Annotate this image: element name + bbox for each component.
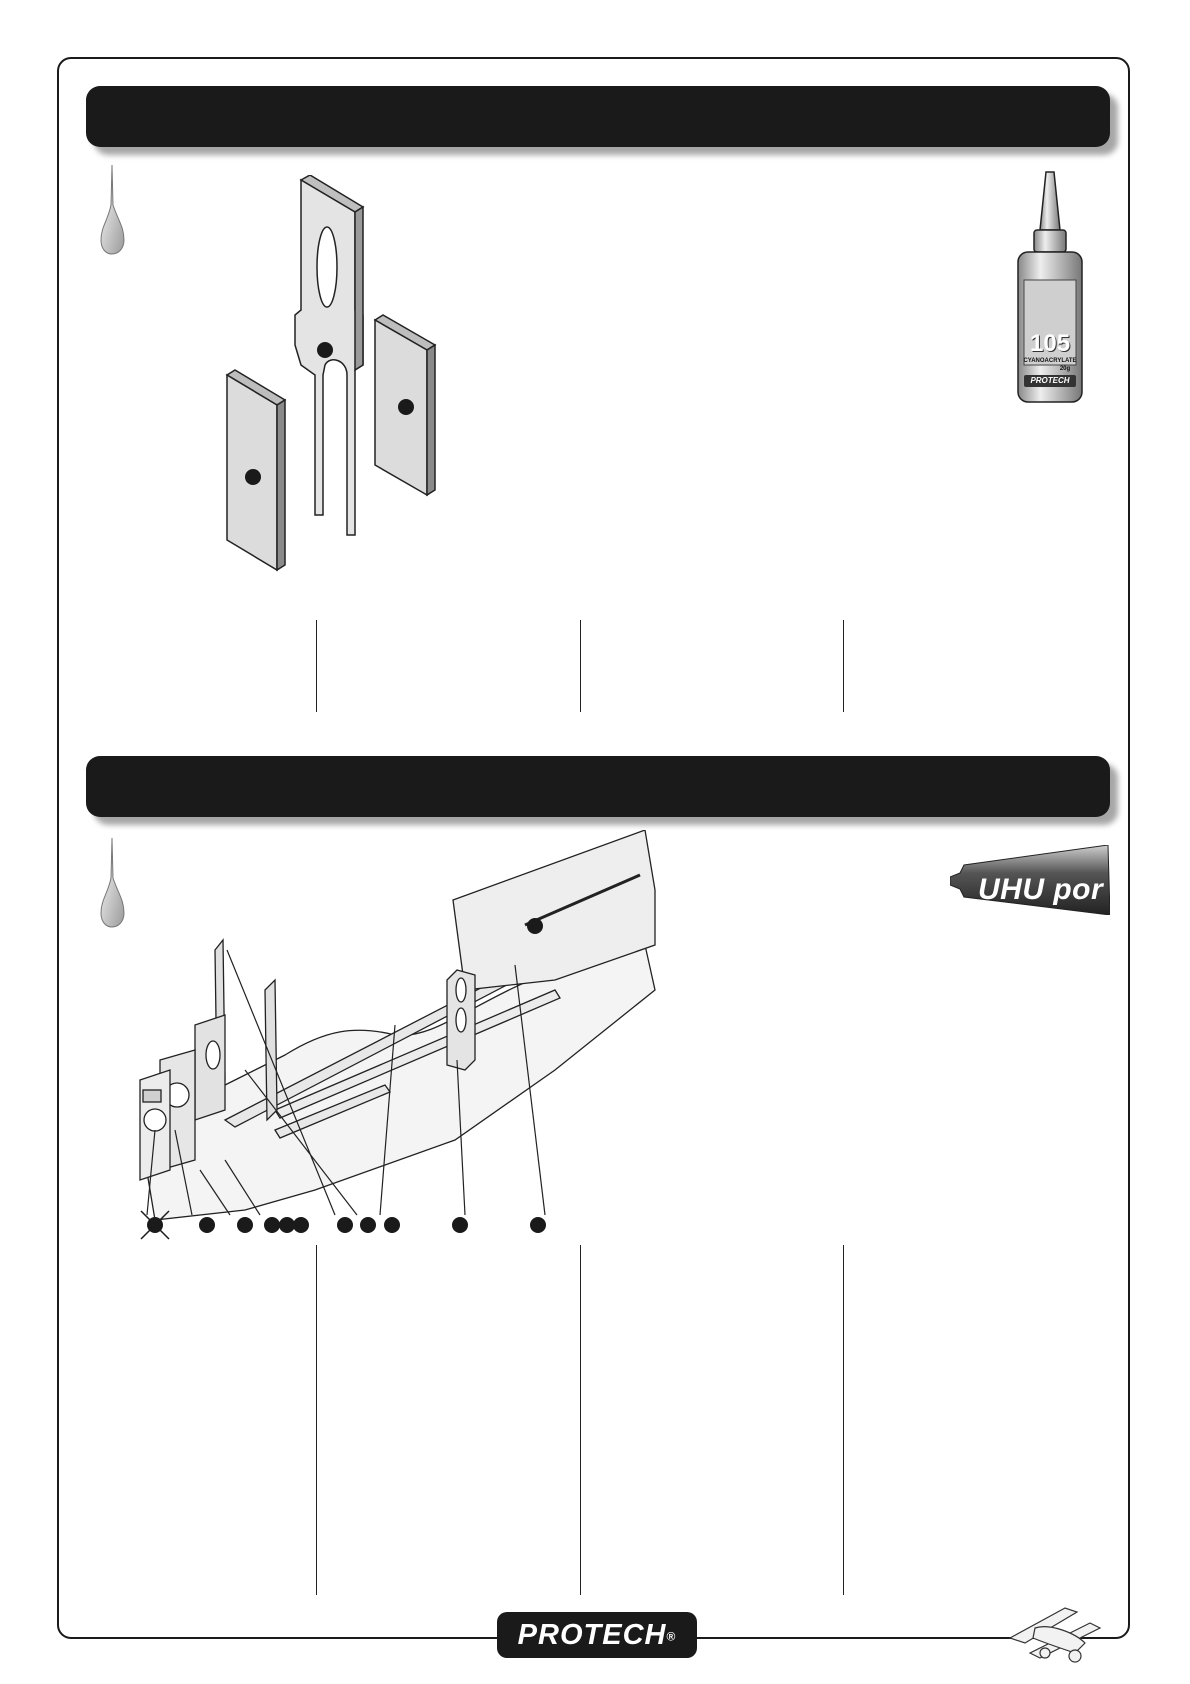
footer-logo-text: PROTECH	[517, 1619, 667, 1651]
part-marker	[337, 1217, 353, 1233]
bottle-size: 20g	[1059, 366, 1071, 372]
column-divider	[580, 620, 581, 712]
fuselage-assembly-illustration	[135, 830, 675, 1250]
bottle-label: CYANOACRYLATE	[1023, 358, 1077, 364]
column-divider	[580, 1245, 581, 1595]
part-marker	[527, 918, 543, 934]
column-divider	[316, 620, 317, 712]
part-marker	[245, 469, 261, 485]
glue-drop-icon	[98, 838, 128, 928]
bottle-brand: PROTECH	[1024, 375, 1076, 387]
part-marker	[237, 1217, 253, 1233]
uhu-tube-label: UHU por	[978, 873, 1104, 906]
part-marker	[317, 342, 333, 358]
column-divider	[843, 620, 844, 712]
column-divider	[843, 1245, 844, 1595]
cyanoacrylate-bottle-icon	[1010, 170, 1090, 410]
footer-logo	[497, 1612, 697, 1658]
biplane-icon	[1005, 1598, 1105, 1668]
part-marker	[264, 1217, 280, 1233]
part-marker	[530, 1217, 546, 1233]
part-marker	[360, 1217, 376, 1233]
part-marker	[279, 1217, 295, 1233]
part-marker	[293, 1217, 309, 1233]
column-divider	[316, 1245, 317, 1595]
part-marker	[199, 1217, 215, 1233]
balsa-parts-illustration	[215, 175, 445, 575]
registered-mark: ®	[666, 1629, 677, 1644]
section-header-bar	[86, 756, 1110, 817]
part-marker	[384, 1217, 400, 1233]
section-header-bar	[86, 86, 1110, 147]
glue-drop-icon	[98, 165, 128, 255]
part-marker	[398, 399, 414, 415]
part-marker	[452, 1217, 468, 1233]
bottle-number: 105	[1030, 330, 1071, 357]
part-markers-row	[135, 1208, 555, 1248]
